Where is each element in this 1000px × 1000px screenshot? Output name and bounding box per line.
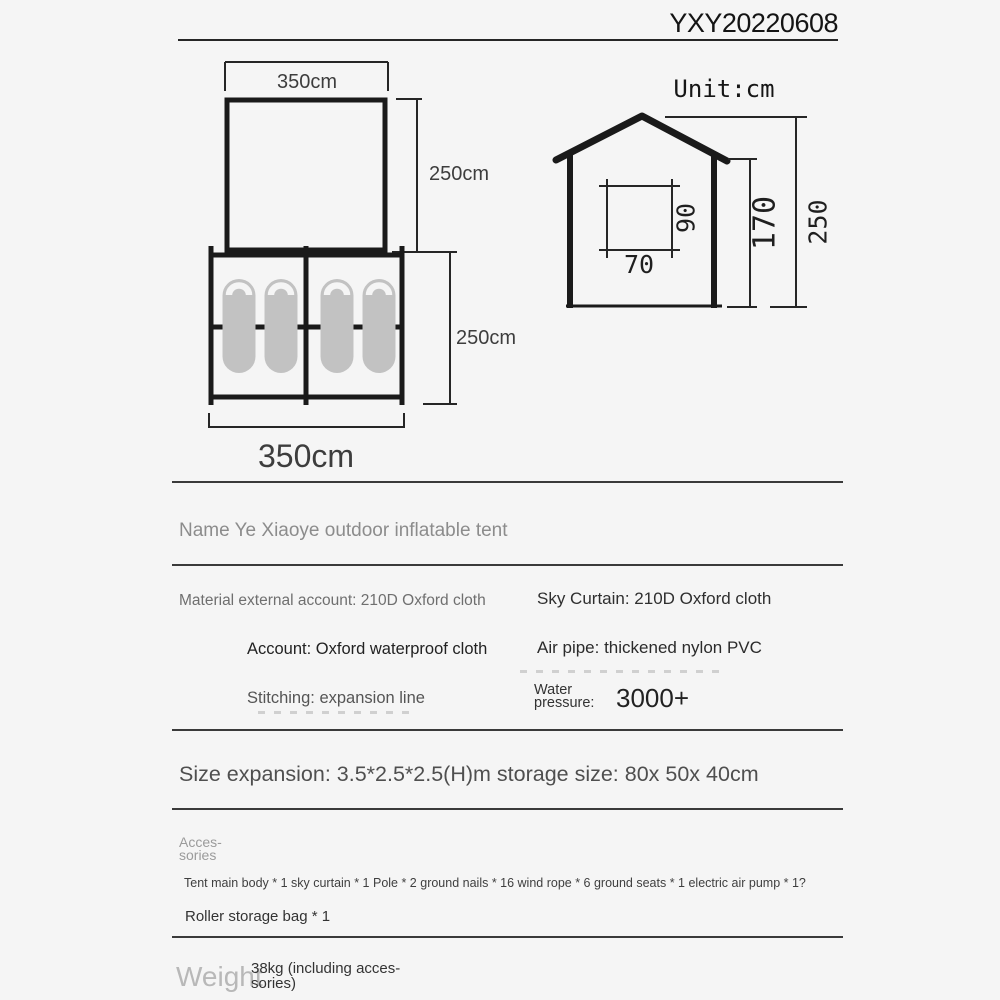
unit-note: Unit:cm [673, 75, 775, 103]
stitching-spec: Stitching: expansion line [247, 689, 425, 707]
total-height-label: 250 [803, 199, 833, 245]
accessories-label-line1: Acces- [179, 834, 222, 850]
faded-print-artifact [258, 711, 413, 714]
weight-value [251, 962, 400, 991]
accessories-items: Tent main body * 1 sky curtain * 1 Pole * 2 ground nails * 16 wind rope * 6 ground seats * 1 electric air pump * 1? [184, 876, 806, 890]
accessories-items-2: Roller storage bag * 1 [185, 908, 331, 925]
sky-curtain-material: Sky Curtain: 210D Oxford cloth [537, 589, 772, 608]
wall-height-label: 170 [747, 195, 783, 251]
account-material: Account: Oxford waterproof cloth [247, 640, 488, 658]
accessories-label-line2: sories [179, 846, 217, 863]
material-outer: Material external account: 210D Oxford cloth [179, 592, 486, 609]
water-pressure-label-line2: pressure: [534, 694, 595, 711]
faded-print-artifact [520, 670, 720, 673]
product-code: YXY20220608 [669, 8, 838, 38]
inner-width-label: 350cm [257, 438, 355, 474]
window-height-label: 90 [671, 202, 701, 234]
separator-line [172, 481, 843, 483]
inner-depth-label: 250cm [456, 327, 517, 349]
canopy-depth-label: 250cm [429, 163, 490, 185]
air-pipe-material: Air pipe: thickened nylon PVC [537, 638, 762, 657]
separator-line [172, 936, 843, 938]
water-pressure-label [534, 684, 594, 709]
product-name: Name Ye Xiaoye outdoor inflatable tent [179, 520, 508, 541]
accessories-label [179, 836, 222, 861]
canopy-width-label: 350cm [276, 71, 338, 93]
size-spec: Size expansion: 3.5*2.5*2.5(H)m storage size: 80x 50x 40cm [179, 762, 759, 786]
weight-value-line1: 38kg (including acces- [251, 960, 401, 977]
separator-line [172, 564, 843, 566]
water-pressure-value: 3000+ [616, 683, 690, 713]
separator-line [172, 808, 843, 810]
water-pressure-label-line1: Water [534, 682, 573, 698]
separator-line [172, 729, 843, 731]
weight-label: Weight [176, 961, 263, 992]
weight-value-line2: sories) [251, 974, 297, 992]
window-width-label: 70 [623, 250, 655, 279]
